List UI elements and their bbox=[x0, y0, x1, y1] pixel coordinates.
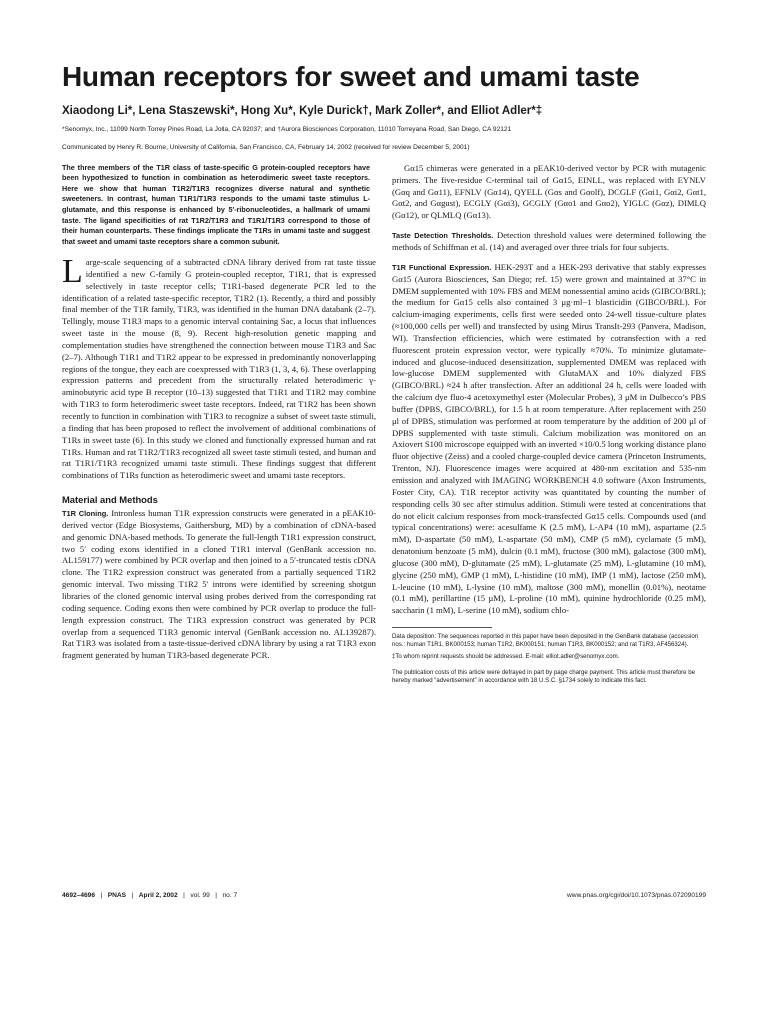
footer-pages: 4692–4696 bbox=[62, 892, 96, 899]
two-column-body bbox=[62, 163, 706, 689]
page-footer bbox=[62, 892, 706, 899]
functional-subheading: T1R Functional Expression. bbox=[392, 262, 492, 272]
functional-text: HEK-293T and a HEK-293 derivative that stably expresses Gα15 (Aurora Biosciences, San Diego; ref. 15) were grown and maintained at 37°C in DMEM supplemented with 10% FBS and MEM nonessential amino acids (GIBCO/BRL); the medium for Gα15 cells also contained 3 μg·ml−1 blasticidin (GIBCO/BRL). For calcium-imaging experiments, cells first were seeded onto 24-well tissue-culture plates (≈100,000 cells per well) and transfected by using Mirus TransIt-293 (Panvera, Madison, WI). Transfection efficiencies, which were estimated by cotransfection with a red fluorescent protein expression vector, were typically ≈70%. To minimize glutamate-induced and glucose-induced desensitization, supplemented DMEM was replaced with low-glucose DMEM supplemented with GlutaMAX and 10% dialyzed FBS (GIBCO/BRL) ≈24 h after transfection. After an additional 24 h, cells were loaded with the calcium dye fluo-4 acetoxymethyl ester (Molecular Probes), 3 μM in Dulbecco’s PBS buffer (DPBS, GIBCO/BRL), for 1.5 h at room temperature. After replacement with 250 μl of DPBS, stimulation was performed at room temperature by the addition of 200 μl of DPBS supplemented with taste stimuli. Calcium mobilization was monitored on an Axiovert S100 microscope equipped with an inverted ×10/0.5 long working distance plano fluor objective (Zeiss) and a cooled charge-coupled device camera (Princeton Instruments, Trenton, NJ). Fluorescence images were acquired at 480-nm excitation and 535-nm emission and analyzed with IMAGING WORKBENCH 4.0 software (Axon Instruments, Foster City, CA). T1R receptor activity was quantitated by counting the number of responding cells 30 sec after stimulus addition. Stimuli were tested at concentrations that do not elicit calcium responses from mock-transfected Gα15 cells. Compounds used (and typical concentrations) were: acesulfame K (2.5 mM), L-AP4 (10 mM), aspartame (2.5 mM), D-aspartate (50 mM), L-aspartate (50 mM), CMP (5 mM), cyclamate (5 mM), denatonium benzoate (5 mM), dulcin (0.1 mM), fructose (300 mM), galactose (300 mM), glucose (300 mM), D-glutamate (25 mM), L-glutamate (25 mM), L-glutamine (10 mM), glycine (250 mM), GMP (1 mM), L-histidine (10 mM), IMP (1 mM), lactose (250 mM), L-leucine (10 mM), L-lysine (10 mM), maltose (300 mM), monellin (0.01%), neotame (0.1 mM), perillartine (15 μM), L-proline (10 mM), quinine hydrochloride (0.25 mM), saccharin (1 mM), L-serine (10 mM), sodium chlo- bbox=[392, 261, 707, 616]
intro-text: arge-scale sequencing of a subtracted cDNA library derived from rat taste tissue identified a new C-family G protein-coupled receptor, T1R1, that is expressed selectively in taste receptor cells; T1R1-based degenerate PCR led to the identification of a related taste-specific receptor, T1R2 (1). Recently, a third and possibly final member of the T1R family, T1R3, was identified in the human DNA databank (2–7). Tellingly, mouse T1R3 maps to a genomic interval containing Sac, a locus that influences sweet taste in the mouse (8, 9). Recent high-resolution genetic mapping and complementation studies have strengthened the connection between mouse T1R3 and Sac (2–7). Although T1R1 and T1R2 appear to be expressed in predominantly nonoverlapping regions of the tongue, they each are coexpressed with T1R3 (1, 3, 4, 6). These overlapping expression patterns and precedent from the structurally related heterodimeric γ-aminobutyric acid type B receptor (10–13) suggested that T1R1 and T1R2 may combine with T1R3 to form heterodimeric sweet taste receptors. Indeed, rat T1R2 has been shown recently to function in combination with T1R3 to recognize a subset of sweet taste stimuli, a finding that has been proposed to reflect the involvement of additional combinations of T1Rs in sweet taste (6). In this study we cloned and functionally expressed human and rat T1Rs. Human and rat T1R2/T1R3 recognized all sweet taste stimuli tested, and human and rat T1R1/T1R3 recognized umami taste stimuli. These findings suggest that different combinations of T1Rs function as heterodimeric sweet and umami taste receptors. bbox=[62, 257, 376, 481]
cloning-subheading: T1R Cloning. bbox=[62, 509, 109, 519]
left-column bbox=[62, 163, 376, 689]
reprint-request-footnote: ‡To whom reprint requests should be addressed. E-mail: elliot.adler@senomyx.com. bbox=[392, 653, 620, 661]
footer-citation: 4692–4696 | PNAS | April 2, 2002 | vol. 99 | no. 7 bbox=[62, 892, 238, 899]
thresholds-subheading: Taste Detection Thresholds. bbox=[392, 231, 494, 241]
cloning-text: Intronless human T1R expression constructs were generated in a pEAK10-derived vector (Edge Biosystems, Gaithersburg, MD) by a combination of cDNA-based and genomic DNA-based methods. To generate the full-length T1R1 expression construct, two 5′ coding exons identified in a cloned T1R1 interval (GenBank accession no. AL159177) were combined by PCR overlap and then joined to a 5′-truncated testis cDNA clone. The T1R2 expression construct was generated from a partially sequenced T1R2 genomic interval. Two missing T1R2 5′ introns were identified by screening shotgun libraries of the cloned genomic interval using probes derived from the corresponding rat coding sequence. Coding exons then were combined by PCR overlap to produce the full-length expression construct. The T1R3 expression construct was generated by PCR overlap from a sequenced T1R3 genomic interval (GenBank accession no. AL139287). Rat T1R3 was isolated from a taste-tissue-derived cDNA library by using a rat T1R3 exon fragment generated by human T1R3-based degenerate PCR. bbox=[62, 508, 376, 661]
intro-paragraph bbox=[62, 253, 376, 482]
footer-journal: PNAS bbox=[107, 892, 127, 899]
section-heading-methods: Material and Methods bbox=[62, 494, 158, 506]
cloning-paragraph bbox=[62, 508, 376, 662]
drop-cap: L bbox=[62, 253, 83, 291]
affiliations: *Senomyx, Inc., 11099 North Torrey Pines Road, La Jolla, CA 92037; and †Aurora Biosciences Corporation, 11010 Torreyana Road, San Diego, CA 92121 bbox=[62, 125, 512, 133]
footer-issue: no. 7 bbox=[222, 892, 238, 899]
footer-volume: vol. 99 bbox=[190, 892, 210, 899]
abstract: The three members of the T1R class of taste-specific G protein-coupled receptors have been hypothesized to function in combination as heterodimeric sweet taste receptors. Here we show that human T1R2/T1R3 recognizes diverse natural and synthetic sweeteners. In contrast, human T1R1/T1R3 responds to the umami taste stimulus L-glutamate, and this response is enhanced by 5′-ribonucleotides, a hallmark of umami taste. The ligand specificities of rat T1R2/T1R3 and T1R1/T1R3 correspond to those of their human counterparts. These findings implicate the T1Rs in umami taste and suggest that sweet and umami taste receptors share a common subunit. bbox=[62, 162, 370, 246]
right-column bbox=[392, 163, 706, 689]
data-deposition-footnote: Data deposition: The sequences reported in this paper have been deposited in the GenBank database (accession nos.: human T1R1, BK000153; human T1R2, BK000151; human T1R3, BK000152; and rat T1R3, AF456324). bbox=[392, 633, 699, 649]
communicated-by: Communicated by Henry R. Bourne, University of California, San Francisco, CA, February 14, 2002 (received for review December 5, 2001) bbox=[62, 144, 470, 152]
article-page bbox=[62, 62, 706, 689]
footer-date: April 2, 2002 bbox=[138, 892, 178, 899]
doi-link[interactable]: www.pnas.org/cgi/doi/10.1073/pnas.072090199 bbox=[567, 892, 706, 899]
functional-paragraph bbox=[392, 262, 706, 617]
chimera-paragraph: Gα15 chimeras were generated in a pEAK10-derived vector by PCR with mutagenic primers. The five-residue C-terminal tail of Gα15, EINLL, was replaced with EYNLV (Gαq and Gα11), EFNLV (Gα14), QYELL (Gαs and Gαolf), DCGLF (Gαi1, Gαi2, Gαt1, Gαt2, and Gαgust), ECGLY (Gαi3), GCGLY (Gαo1 and Gαo2), YIGLC (Gαz), DIMLQ (Gα12), or QLMLQ (Gα13). bbox=[392, 162, 706, 221]
article-title: Human receptors for sweet and umami taste bbox=[62, 61, 640, 92]
publication-costs-footnote: The publication costs of this article were defrayed in part by page charge payment. This article must therefore be hereby marked “advertisement” in accordance with 18 U.S.C. §1734 solely to indicate this fact. bbox=[392, 668, 696, 684]
thresholds-text: Detection threshold values were determined following the methods of Schiffman et al. (14) and averaged over three trials for four subjects. bbox=[392, 230, 706, 252]
footnote-divider bbox=[392, 627, 492, 628]
thresholds-paragraph bbox=[392, 230, 706, 254]
author-list: Xiaodong Li*, Lena Staszewski*, Hong Xu*, Kyle Durick†, Mark Zoller*, and Elliot Adler*‡ bbox=[62, 104, 543, 117]
